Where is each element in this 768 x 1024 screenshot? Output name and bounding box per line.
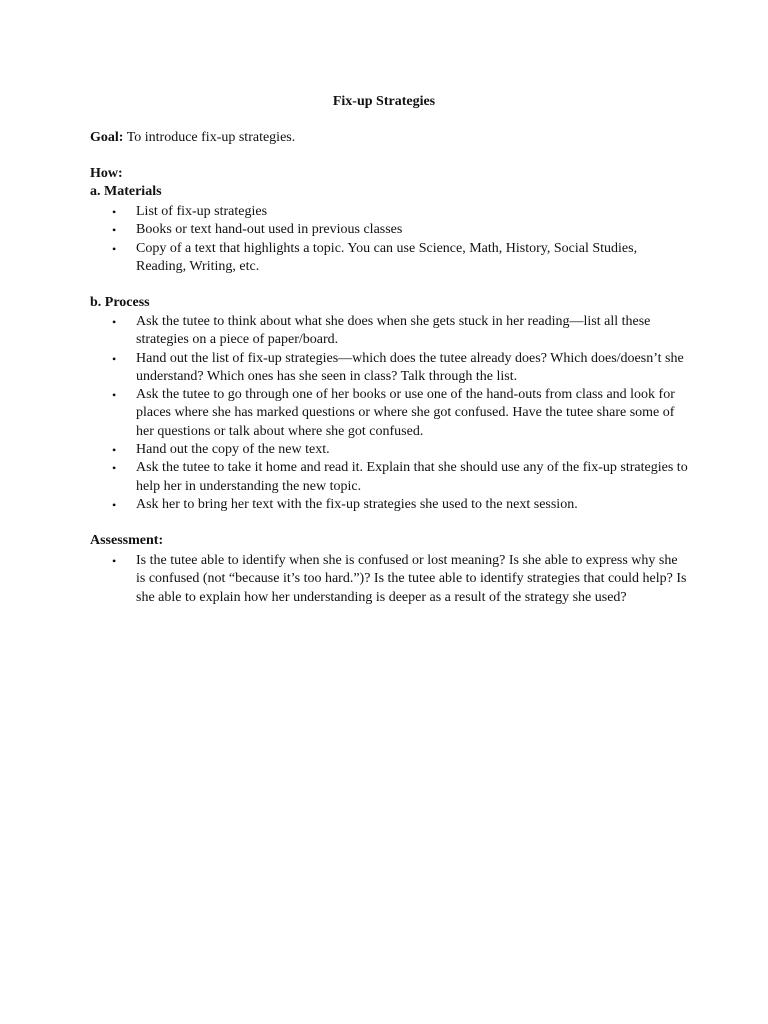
- process-list: [90, 313, 690, 514]
- bullet-icon: •: [112, 497, 117, 512]
- bullet-icon: •: [112, 205, 117, 219]
- bullet-icon: •: [112, 241, 117, 256]
- bullet-icon: •: [112, 443, 117, 458]
- bullet-icon: •: [112, 554, 117, 568]
- goal-line: [90, 130, 295, 146]
- bullet-icon: •: [112, 351, 117, 366]
- materials-list: [90, 203, 690, 276]
- list-item: • Hand out the list of fix-up strategies—which does the tutee already does? Which does/doesn’t she understand? Which ones has she seen in class? Talk through the list.: [112, 350, 684, 384]
- bullet-icon: •: [112, 315, 117, 329]
- how-label: How:: [90, 166, 123, 181]
- assessment-heading: Assessment:: [90, 533, 164, 548]
- list-item: • Is the tutee able to identify when she is confused or lost meaning? Is she able to express why she is confused (not “because it’s too hard.”)? Is the tutee able to identify strategies that could help? Is she able to explain how her understanding is deeper as a result of the strategy she used?: [112, 553, 687, 605]
- goal-label: Goal:: [90, 130, 124, 145]
- goal-text: To introduce fix-up strategies.: [123, 130, 296, 145]
- list-item: • Ask the tutee to take it home and read it. Explain that she should use any of the fix-up strategies to help her in understanding the new topic.: [112, 460, 688, 494]
- list-item: • Ask her to bring her text with the fix-up strategies she used to the next session.: [90, 496, 690, 514]
- process-heading: b. Process: [90, 295, 150, 310]
- list-item: • Ask the tutee to go through one of her books or use one of the hand-outs from class and look for places where she has marked questions or where she got confused. Have the tutee share some of her questions or talk about where she got confused.: [112, 387, 675, 439]
- bullet-icon: •: [112, 461, 117, 476]
- assessment-list: [90, 552, 690, 607]
- list-item: • Ask the tutee to think about what she does when she gets stuck in her reading—list all these strategies on a piece of paper/board.: [112, 314, 651, 348]
- list-item: • Books or text hand-out used in previous classes: [90, 221, 690, 239]
- bullet-icon: •: [112, 388, 117, 403]
- bullet-icon: •: [112, 223, 117, 238]
- materials-heading: a. Materials: [90, 184, 162, 199]
- document-title: Fix-up Strategies: [332, 94, 436, 109]
- list-item: • Copy of a text that highlights a topic. You can use Science, Math, History, Social Studies, Reading, Writing, etc.: [112, 240, 638, 274]
- list-item: • List of fix-up strategies: [90, 203, 690, 221]
- list-item: • Hand out the copy of the new text.: [90, 441, 690, 459]
